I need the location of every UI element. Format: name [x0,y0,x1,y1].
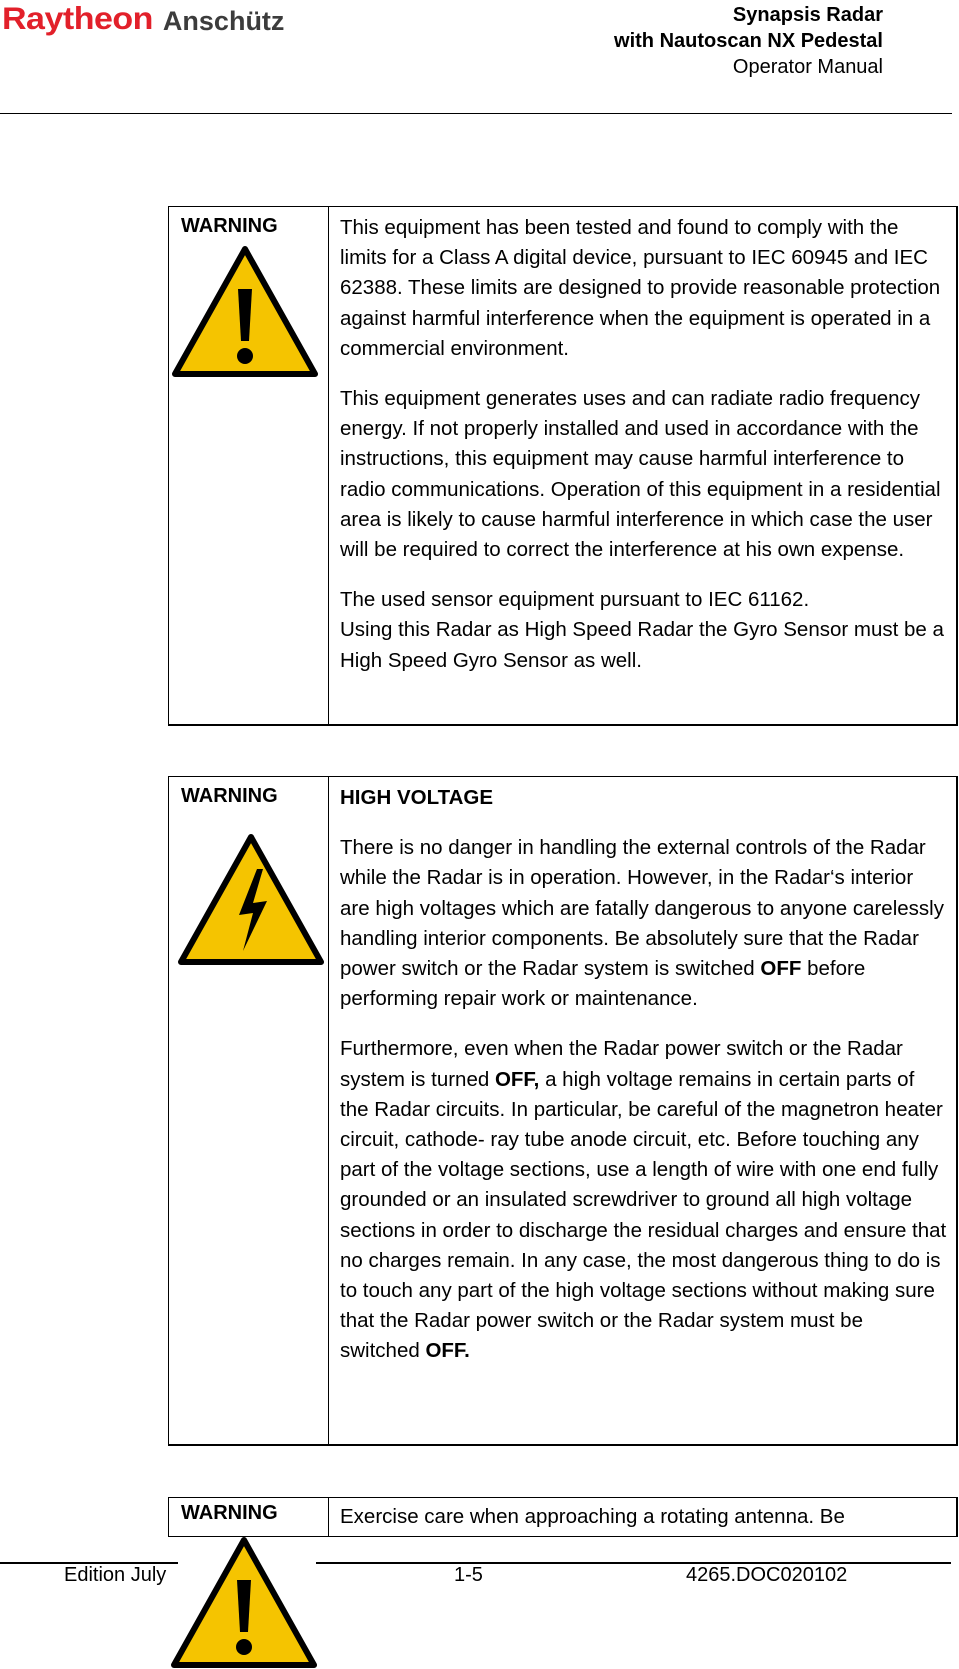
warning-paragraph: Furthermore, even when the Radar power switch or the Radar system is turned OFF, a high voltage remains in certain parts of the Radar circuits. In particular, be careful of the magnetron heater circuit, cathode- ray tube anode circuit, etc. Before touching any part of the voltage sections, use a length of wire with one end fully grounded or an insulated screwdriver to ground all high voltage sections in order to discharge the residual charges and ensure that no charges remain. In any case, the most dangerous thing to do is to touch any part of the high voltage sections without making sure that the Radar power switch or the Radar system must be switched OFF. [340,1037,947,1363]
warning-label: WARNING [181,215,278,237]
warning-paragraph: This equipment generates uses and can radiate radio frequency energy. If not properly installed and used in accordance with the instructions, this equipment may cause harmful interference to radio communications. Operation of this equipment in a residential area is likely to cause harmful interference in which case the user will be required to correct the interference at his own expense. [340,387,941,562]
warning-text-cell [329,777,956,1444]
logo-sub: Anschütz [162,6,285,36]
high-voltage-warning-icon [177,833,325,967]
warning-label-cell [169,777,329,1444]
footer-page-number: 1-5 [454,1564,483,1586]
footer-edition: Edition July [64,1564,167,1586]
exclamation-warning-icon [171,245,319,379]
document-title: Synapsis Radar [732,4,883,26]
warning-text-cell [329,1498,956,1536]
warning-paragraph: Using this Radar as High Speed Radar the Gyro Sensor must be a High Speed Gyro Sensor as well. [340,618,944,672]
footer-divider-right [316,1562,951,1564]
logo-brand: Raytheon [2,1,153,37]
warning-box-antenna [168,1497,958,1537]
company-logo [2,0,284,40]
header-divider [0,113,952,114]
warning-paragraph: The used sensor equipment pursuant to IEC 61162. [340,588,810,612]
document-title-block [614,2,883,80]
warning-paragraph: There is no danger in handling the external controls of the Radar while the Radar is in operation. However, in the Radar‘s interior are high voltages which are fatally dangerous to anyone carelessly handling interior components. Be absolutely sure that the Radar power switch or the Radar system is switched OFF before performing repair work or maintenance. [340,836,944,1011]
document-type: Operator Manual [732,56,883,78]
warning-label: WARNING [181,785,278,807]
exclamation-warning-icon [170,1536,318,1669]
footer-document-id: 4265.DOC020102 [686,1564,848,1586]
warning-box-emc [168,206,958,726]
warning-paragraph: Exercise care when approaching a rotating antenna. Be [340,1505,845,1528]
warning-label-cell [169,207,329,724]
warning-label: WARNING [181,1502,278,1524]
warning-heading: HIGH VOLTAGE [340,786,493,809]
document-subtitle: with Nautoscan NX Pedestal [614,30,883,52]
warning-paragraph: This equipment has been tested and found to comply with the limits for a Class A digital device, pursuant to IEC 60945 and IEC 62388. These limits are designed to provide reasonable protection against harmful interference when the equipment is operated in a commercial environment. [340,216,941,360]
warning-label-cell [169,1498,329,1536]
warning-text-cell [329,207,956,724]
warning-box-high-voltage [168,776,958,1446]
